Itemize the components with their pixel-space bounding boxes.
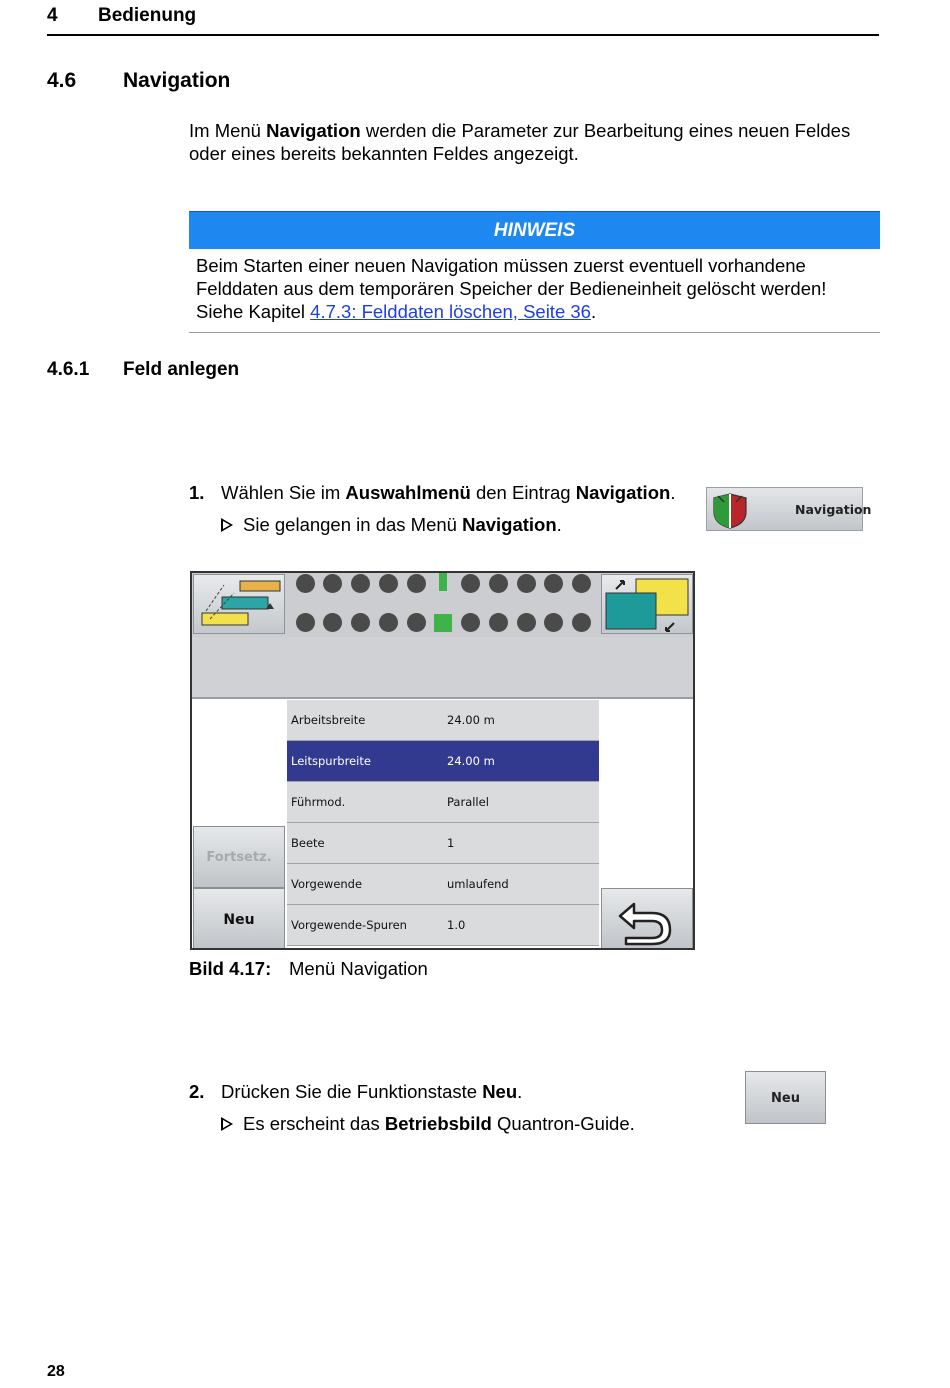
section-dot bbox=[544, 574, 563, 593]
section-dot bbox=[544, 613, 563, 632]
step-2-number: 2. bbox=[189, 1081, 205, 1102]
navigation-menu-button[interactable] bbox=[706, 487, 872, 531]
section-dot bbox=[572, 613, 591, 632]
section-dot bbox=[461, 613, 480, 632]
section-dot bbox=[351, 574, 370, 593]
return-button[interactable] bbox=[601, 888, 693, 950]
neu-function-key[interactable]: Neu bbox=[745, 1071, 826, 1124]
note-reference: Siehe Kapitel 4.7.3: Felddaten löschen, Seite 36. bbox=[196, 301, 597, 322]
section-dot bbox=[407, 613, 426, 632]
section-dot bbox=[461, 574, 480, 593]
section-dot bbox=[407, 574, 426, 593]
note-rule bbox=[189, 332, 880, 333]
shield-icon bbox=[710, 490, 750, 530]
chapter-link[interactable]: 4.7.3: Felddaten löschen, Seite 36 bbox=[310, 301, 591, 322]
screen-status-strip bbox=[192, 637, 693, 699]
page-number: 28 bbox=[47, 1363, 65, 1380]
section-dot bbox=[379, 574, 398, 593]
section-dot bbox=[517, 574, 536, 593]
step-2-text: Drücken Sie die Funktionstaste Neu. bbox=[221, 1081, 523, 1102]
active-section-bar bbox=[439, 573, 447, 591]
subsection-title: Feld anlegen bbox=[123, 359, 240, 380]
section-title: Navigation bbox=[123, 69, 231, 92]
result-arrow-icon bbox=[221, 1117, 233, 1131]
param-row-leitspurbreite[interactable]: Leitspurbreite 24.00 m bbox=[287, 741, 599, 782]
field-switch-icon bbox=[602, 575, 692, 633]
section-dot bbox=[489, 613, 508, 632]
note-body bbox=[196, 254, 886, 323]
header-rule bbox=[47, 34, 879, 36]
subsection-number: 4.6.1 bbox=[47, 359, 90, 380]
section-dot bbox=[351, 613, 370, 632]
figure-caption-label: Bild 4.17: bbox=[189, 958, 272, 979]
section-dot bbox=[323, 574, 342, 593]
tramline-icon bbox=[194, 575, 284, 633]
param-row-vorgewende[interactable]: Vorgewende umlaufend bbox=[287, 864, 599, 905]
section-dot bbox=[489, 574, 508, 593]
section-dot bbox=[517, 613, 536, 632]
section-dot bbox=[572, 574, 591, 593]
tramline-settings-icon-button[interactable] bbox=[193, 574, 285, 634]
return-arrow-icon bbox=[612, 892, 682, 948]
navigation-button-label: Navigation bbox=[795, 502, 872, 517]
section-dot bbox=[323, 613, 342, 632]
step-1-text: Wählen Sie im Auswahlmenü den Eintrag Navigation. bbox=[221, 482, 676, 503]
continue-button[interactable]: Fortsetz. bbox=[193, 826, 285, 888]
section-dot bbox=[296, 613, 315, 632]
section-dot bbox=[296, 574, 315, 593]
step-1-number: 1. bbox=[189, 482, 205, 503]
result-arrow-icon bbox=[221, 518, 233, 532]
active-section-bar bbox=[434, 614, 452, 632]
figure-caption-text: Menü Navigation bbox=[289, 958, 428, 979]
chapter-title: Bedienung bbox=[98, 5, 197, 26]
section-number: 4.6 bbox=[47, 69, 77, 92]
step-1-result: Sie gelangen in das Menü Navigation. bbox=[221, 514, 562, 536]
new-field-button[interactable]: Neu bbox=[193, 888, 285, 950]
chapter-number: 4 bbox=[47, 5, 58, 26]
param-row-fuehrmod[interactable]: Führmod. Parallel bbox=[287, 782, 599, 823]
field-switch-icon-button[interactable] bbox=[601, 574, 693, 634]
intro-paragraph: Im Menü Navigation werden die Parameter zur Bearbeitung eines neuen Feldes oder eines bereits bekannten Feldes angezeigt. bbox=[189, 120, 851, 164]
parameter-table bbox=[287, 700, 599, 946]
note-text: Beim Starten einer neuen Navigation müssen zuerst eventuell vorhandene Felddaten aus dem temporären Speicher der Bedieneinheit gelöscht werden! bbox=[196, 255, 827, 299]
terminal-screen bbox=[190, 571, 695, 950]
param-row-arbeitsbreite[interactable]: Arbeitsbreite 24.00 m bbox=[287, 700, 599, 741]
section-dot bbox=[379, 613, 398, 632]
param-row-beete[interactable]: Beete 1 bbox=[287, 823, 599, 864]
note-heading: HINWEIS bbox=[189, 211, 880, 249]
step-2-result: Es erscheint das Betriebsbild Quantron-Guide. bbox=[221, 1113, 635, 1135]
param-row-vorgewende-spuren[interactable]: Vorgewende-Spuren 1.0 bbox=[287, 905, 599, 946]
